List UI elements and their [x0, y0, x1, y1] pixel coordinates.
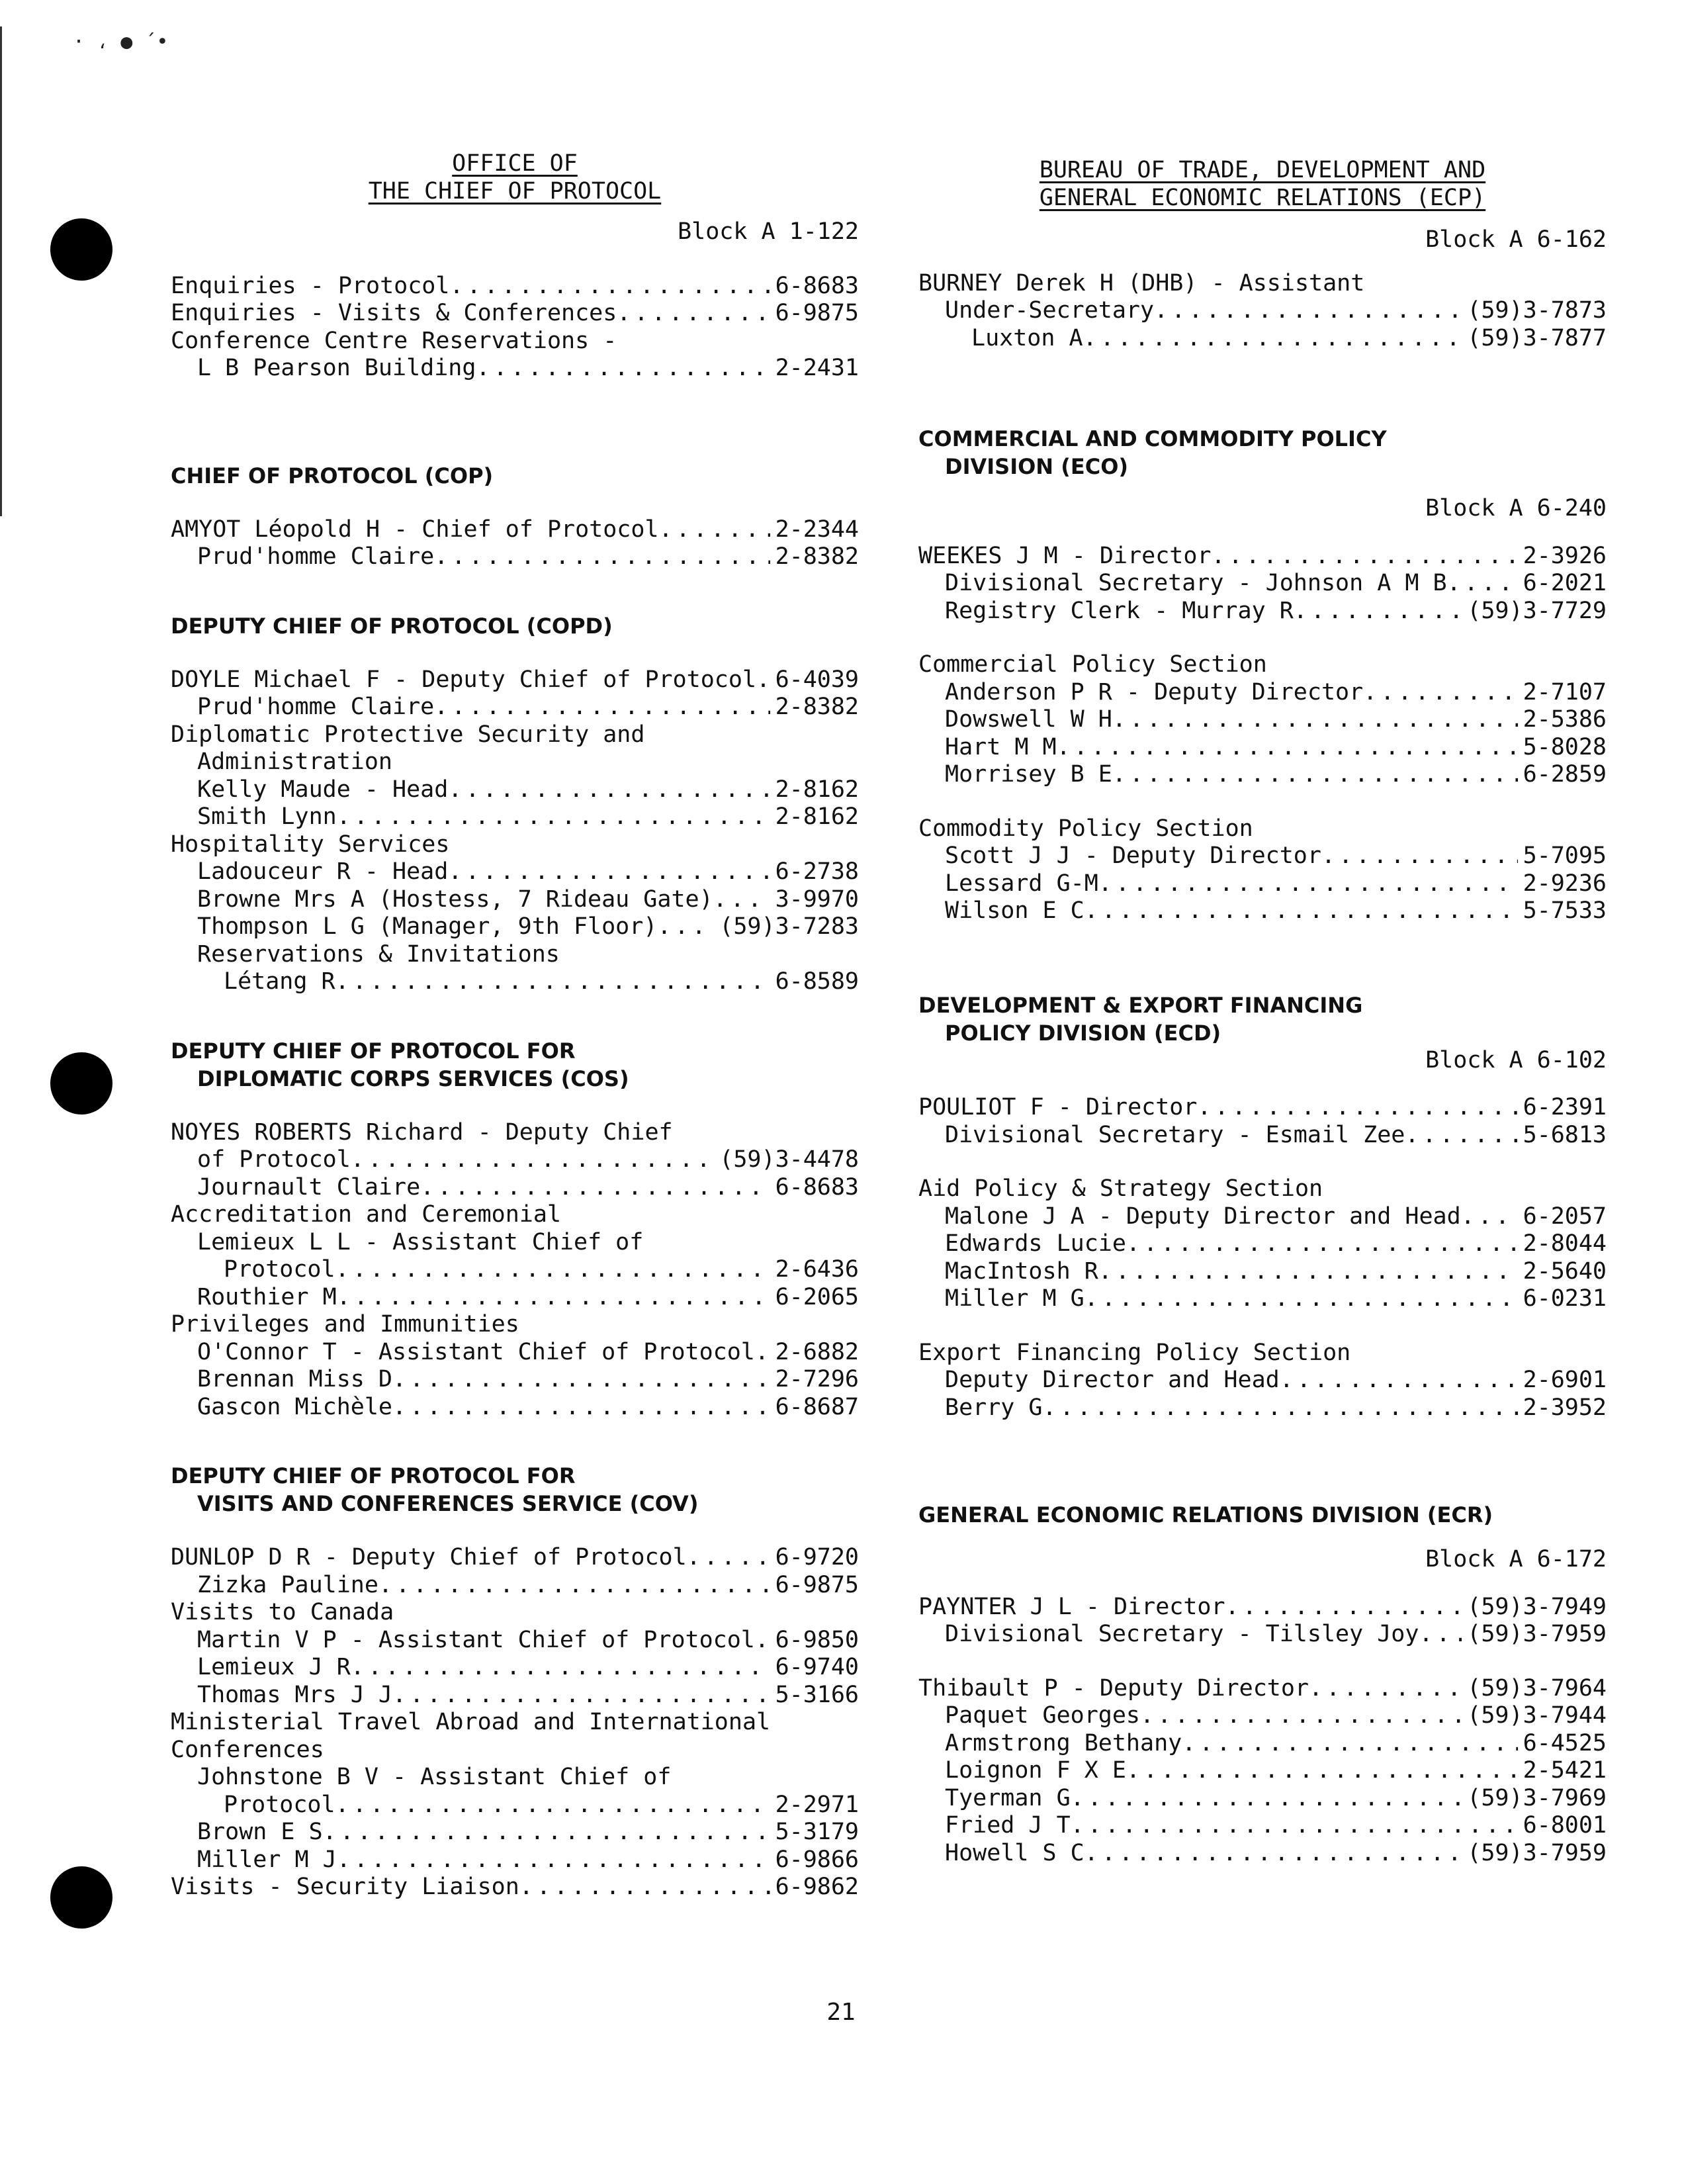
entry-phone: 6-2021	[1523, 570, 1607, 596]
directory-entry	[918, 1394, 1607, 1422]
entry-phone: 2-2431	[775, 355, 859, 381]
dot-leader	[519, 1874, 770, 1901]
entry-phone: 2-9236	[1523, 870, 1607, 897]
directory-entry	[918, 1812, 1607, 1840]
entry-phone: 2-8382	[775, 694, 859, 720]
entry-name: Divisional Secretary - Esmail Zee	[945, 1121, 1405, 1148]
directory-entry	[918, 842, 1607, 870]
dot-leader	[1057, 734, 1518, 762]
entry-name: Paquet Georges	[945, 1702, 1141, 1729]
dot-leader	[713, 886, 770, 914]
directory-entry	[918, 1840, 1607, 1868]
entry-name: Divisional Secretary - Tilsley Joy	[945, 1621, 1419, 1647]
left-column	[171, 150, 859, 1901]
section-label: BURNEY Derek H (DHB) - Assistant	[918, 269, 1365, 296]
entry-name: DUNLOP D R - Deputy Chief of Protocol	[171, 1544, 687, 1570]
entry-phone: 2-7107	[1523, 678, 1607, 705]
directory-entry	[918, 543, 1607, 570]
entry-phone: 6-2391	[1523, 1094, 1607, 1120]
dot-leader	[1084, 897, 1518, 925]
entry-name: Enquiries - Protocol	[171, 272, 450, 299]
entry-name: Miller M J	[197, 1846, 337, 1873]
entry-phone: (59)3-4478	[719, 1146, 859, 1173]
dot-leader	[420, 1174, 770, 1202]
directory-entry	[171, 1846, 859, 1874]
directory-entry	[918, 1621, 1607, 1649]
dot-leader	[323, 1819, 770, 1846]
directory-entry	[918, 897, 1607, 925]
directory-entry	[171, 1682, 859, 1709]
dot-leader	[756, 666, 770, 694]
entry-name: POULIOT F - Director	[918, 1094, 1198, 1120]
commercial-policy-list	[918, 651, 1607, 789]
section-title-ecr: GENERAL ECONOMIC RELATIONS DIVISION (ECR)	[918, 1502, 1493, 1527]
dot-leader	[351, 1146, 714, 1174]
entry-phone: 6-8683	[775, 272, 859, 299]
section-label: NOYES ROBERTS Richard - Deputy Chief	[171, 1118, 673, 1146]
dot-leader	[1197, 1094, 1517, 1122]
entry-phone: 6-2738	[775, 858, 859, 885]
entry-name: Dowswell W H	[945, 706, 1112, 733]
directory-entry	[918, 1675, 1607, 1703]
dot-leader	[337, 1284, 770, 1312]
dot-leader	[1447, 570, 1518, 598]
dot-leader	[1098, 870, 1518, 898]
section-label: Conference Centre Reservations -	[171, 327, 617, 354]
dot-leader	[1182, 1730, 1517, 1758]
entry-name: Prud'homme Claire	[197, 543, 435, 570]
entry-name: Brennan Miss D	[197, 1366, 393, 1392]
entry-phone: (59)3-7283	[719, 913, 859, 940]
dot-leader	[351, 1654, 770, 1682]
section-label: Accreditation and Ceremonial	[171, 1201, 562, 1228]
directory-entry	[171, 543, 859, 571]
directory-entry	[171, 1256, 859, 1284]
entry-name: Miller M G	[945, 1285, 1084, 1312]
entry-phone: 6-9720	[775, 1544, 859, 1570]
directory-entry	[918, 325, 1607, 353]
dot-leader	[1084, 1285, 1518, 1313]
directory-entry	[171, 886, 859, 914]
directory-entry	[171, 858, 859, 886]
dot-leader	[448, 776, 770, 804]
directory-entry	[171, 1174, 859, 1202]
dot-leader	[1112, 761, 1518, 789]
entry-phone: 6-8683	[775, 1173, 859, 1201]
directory-entry	[171, 1874, 859, 1901]
entry-name: Wilson E C	[945, 897, 1084, 924]
section-label: Privileges and Immunities	[171, 1311, 519, 1338]
entry-phone: 6-8687	[775, 1393, 859, 1420]
directory-entry	[171, 516, 859, 544]
section-title-copd: DEPUTY CHIEF OF PROTOCOL (COPD)	[171, 613, 613, 639]
eco-block: Block A 6-240	[1425, 495, 1607, 522]
directory-entry	[171, 1627, 859, 1655]
dot-leader	[392, 1394, 770, 1422]
entry-name: Protocol	[224, 1791, 335, 1818]
entry-name: Armstrong Bethany	[945, 1729, 1182, 1756]
entry-phone: (59)3-7873	[1467, 297, 1607, 324]
entry-name: Gascon Michèle	[197, 1393, 393, 1420]
entry-name: Lessard G-M	[945, 870, 1098, 897]
section-label: Commercial Policy Section	[918, 651, 1267, 678]
entry-name: Howell S C	[945, 1839, 1084, 1866]
dot-leader	[335, 1256, 770, 1284]
ecd-block: Block A 6-102	[1425, 1046, 1607, 1073]
entry-name: Lemieux J R	[197, 1654, 351, 1680]
dot-leader	[337, 803, 770, 831]
general-enquiries	[171, 273, 859, 383]
dot-leader	[1112, 706, 1518, 734]
directory-entry	[918, 679, 1607, 707]
entry-name: Routhier M	[197, 1283, 337, 1310]
entry-name: Visits - Security Liaison	[171, 1874, 519, 1900]
entry-phone: 6-4039	[775, 666, 859, 693]
entry-name: of Protocol	[197, 1146, 351, 1173]
directory-entry	[918, 1203, 1607, 1231]
punch-hole-bottom	[50, 1866, 112, 1929]
dot-leader	[1294, 598, 1462, 625]
dot-leader	[1405, 1122, 1517, 1150]
directory-entry	[171, 1792, 859, 1819]
section-label: Reservations & Invitations	[197, 940, 560, 968]
directory-entry	[171, 273, 859, 300]
entry-phone: 6-9862	[775, 1874, 859, 1900]
entry-phone: (59)3-7877	[1467, 324, 1607, 351]
dot-leader	[1083, 325, 1462, 353]
office-block: Block A 1-122	[678, 218, 859, 245]
entry-phone: 2-5421	[1523, 1757, 1607, 1784]
directory-entry	[171, 1394, 859, 1422]
scan-edge-line	[0, 26, 2, 516]
dot-leader	[449, 273, 770, 300]
aid-policy-list	[918, 1175, 1607, 1313]
entry-name: Ladouceur R - Head	[197, 858, 449, 885]
entry-phone: 2-2971	[775, 1791, 859, 1818]
entry-phone: 2-7296	[775, 1366, 859, 1392]
entry-phone: 2-8382	[775, 543, 859, 570]
bureau-block: Block A 6-162	[1425, 226, 1607, 253]
directory-entry	[918, 1122, 1607, 1150]
right-column	[918, 156, 1607, 1867]
entry-name: Létang R	[224, 968, 335, 995]
dot-leader	[657, 913, 714, 941]
section-label: Ministerial Travel Abroad and International	[171, 1709, 771, 1735]
entry-name: PAYNTER J L - Director	[918, 1593, 1225, 1620]
entry-name: Kelly Maude - Head	[197, 776, 449, 803]
entry-phone: (59)3-7959	[1467, 1621, 1607, 1647]
dot-leader	[755, 1339, 770, 1367]
dot-leader	[1140, 1702, 1462, 1730]
entry-phone: 6-2057	[1523, 1203, 1607, 1230]
entry-phone: 2-6901	[1523, 1367, 1607, 1393]
directory-entry	[171, 1146, 859, 1174]
cop-list	[171, 516, 859, 571]
section-label: Hospitality Services	[171, 831, 450, 858]
entry-name: Edwards Lucie	[945, 1230, 1126, 1257]
directory-entry	[171, 1654, 859, 1682]
directory-entry	[918, 1230, 1607, 1258]
dot-leader	[1363, 679, 1517, 707]
directory-entry	[918, 1094, 1607, 1122]
entry-phone: 5-3166	[775, 1681, 859, 1708]
ecd-list	[918, 1094, 1607, 1149]
dot-leader	[1225, 1594, 1462, 1621]
dot-leader	[1280, 1367, 1518, 1394]
dot-leader	[1126, 1757, 1518, 1785]
section-title-cos: DEPUTY CHIEF OF PROTOCOL FOR DIPLOMATIC CORPS SERVICES (COS)	[171, 1038, 629, 1091]
directory-entry	[171, 1544, 859, 1572]
entry-name: Journault Claire	[197, 1173, 421, 1201]
dot-leader	[755, 1627, 770, 1655]
entry-phone: 2-8044	[1523, 1230, 1607, 1257]
dot-leader	[1098, 1258, 1518, 1286]
ecr-deputy-list	[918, 1675, 1607, 1868]
export-financing-list	[918, 1340, 1607, 1422]
entry-phone: (59)3-7944	[1467, 1702, 1607, 1729]
directory-entry	[918, 570, 1607, 598]
entry-name: Zizka Pauline	[197, 1571, 378, 1598]
ecr-block: Block A 6-172	[1425, 1546, 1607, 1572]
entry-name: Anderson P R - Deputy Director	[945, 678, 1364, 705]
section-title-cov: DEPUTY CHIEF OF PROTOCOL FOR VISITS AND CONFERENCES SERVICE (COV)	[171, 1463, 699, 1516]
office-title: OFFICE OF THE CHIEF OF PROTOCOL	[368, 150, 662, 205]
directory-entry	[171, 1819, 859, 1846]
entry-phone: 5-7095	[1523, 842, 1607, 869]
entry-phone: 6-9875	[775, 300, 859, 326]
directory-entry	[171, 1366, 859, 1394]
entry-phone: 6-0231	[1523, 1285, 1607, 1312]
entry-phone: 5-6813	[1523, 1121, 1607, 1148]
dot-leader	[1309, 1675, 1462, 1703]
punch-hole-middle	[50, 1052, 112, 1115]
dot-leader	[1154, 297, 1462, 325]
directory-entry	[171, 913, 859, 941]
entry-name: WEEKES J M - Director	[918, 542, 1212, 569]
entry-phone: (59)3-7949	[1467, 1593, 1607, 1620]
entry-name: Loignon F X E	[945, 1757, 1126, 1784]
entry-name: Protocol	[224, 1256, 335, 1283]
entry-phone: 2-3926	[1523, 542, 1607, 569]
section-label: Commodity Policy Section	[918, 815, 1253, 842]
section-label: Diplomatic Protective Security and	[171, 721, 645, 748]
entry-name: DOYLE Michael F - Deputy Chief of Protocol	[171, 666, 757, 693]
dot-leader	[1084, 1840, 1462, 1868]
entry-phone: 5-8028	[1523, 733, 1607, 760]
entry-phone: (59)3-7964	[1467, 1674, 1607, 1702]
section-label: Conferences	[171, 1736, 324, 1763]
entry-name: L B Pearson Building	[197, 355, 476, 381]
dot-leader	[392, 1682, 770, 1709]
directory-entry	[918, 734, 1607, 762]
dot-leader	[1043, 1394, 1518, 1422]
entry-name: AMYOT Léopold H - Chief of Protocol	[171, 516, 659, 543]
entry-phone: 2-2344	[775, 516, 859, 543]
entry-phone: 2-5386	[1523, 706, 1607, 733]
directory-entry	[918, 1285, 1607, 1313]
entry-phone: 3-9970	[775, 886, 859, 913]
entry-name: Fried J T	[945, 1812, 1071, 1839]
dot-leader	[434, 543, 770, 571]
dot-leader	[1071, 1812, 1518, 1840]
entry-name: Prud'homme Claire	[197, 694, 435, 720]
dot-leader	[335, 1792, 770, 1819]
scan-specks: · ، ● ´•	[73, 30, 169, 54]
dot-leader	[335, 968, 770, 996]
directory-entry	[918, 1785, 1607, 1813]
directory-entry	[171, 666, 859, 694]
entry-phone: 2-6436	[775, 1256, 859, 1283]
entry-name: Deputy Director and Head	[945, 1367, 1280, 1393]
cos-list	[171, 1119, 859, 1422]
commodity-policy-list	[918, 815, 1607, 925]
entry-phone: 6-2065	[775, 1283, 859, 1310]
entry-phone: 6-9866	[775, 1846, 859, 1873]
entry-phone: 6-8001	[1523, 1812, 1607, 1839]
directory-entry	[918, 1702, 1607, 1730]
dot-leader	[434, 694, 770, 721]
section-label: Johnstone B V - Assistant Chief of	[197, 1764, 672, 1790]
dot-leader	[659, 516, 770, 544]
entry-phone: 6-2859	[1523, 761, 1607, 788]
punch-hole-top	[50, 218, 112, 281]
section-title-cop: CHIEF OF PROTOCOL (COP)	[171, 463, 494, 488]
entry-name: Thompson L G (Manager, 9th Floor)	[197, 913, 658, 940]
entry-phone: (59)3-7969	[1467, 1784, 1607, 1811]
dot-leader	[1461, 1203, 1518, 1231]
entry-name: Luxton A	[971, 324, 1083, 351]
entry-phone: 6-9875	[775, 1571, 859, 1598]
cov-list	[171, 1544, 859, 1901]
directory-entry	[918, 1730, 1607, 1758]
entry-name: Scott J J - Deputy Director	[945, 842, 1321, 869]
entry-name: Brown E S	[197, 1819, 323, 1845]
entry-name: Berry G	[945, 1394, 1043, 1421]
entry-phone: 6-9740	[775, 1654, 859, 1680]
directory-entry	[171, 694, 859, 721]
entry-phone: 6-9850	[775, 1626, 859, 1653]
bureau-general	[918, 270, 1607, 353]
section-title-eco: COMMERCIAL AND COMMODITY POLICY DIVISION (ECO)	[918, 426, 1387, 479]
entry-phone: (59)3-7729	[1467, 597, 1607, 624]
entry-name: Smith Lynn	[197, 803, 337, 830]
entry-name: Under-Secretary	[945, 297, 1155, 324]
entry-name: Hart M M	[945, 733, 1057, 760]
entry-name: Morrisey B E	[945, 761, 1112, 788]
entry-phone: 5-7533	[1523, 897, 1607, 924]
entry-phone: 2-6882	[775, 1338, 859, 1365]
section-label: Visits to Canada	[171, 1599, 394, 1625]
dot-leader	[687, 1544, 770, 1572]
dot-leader	[392, 1366, 770, 1394]
section-label: Export Financing Policy Section	[918, 1339, 1351, 1366]
dot-leader	[1321, 842, 1518, 870]
section-label: Aid Policy & Strategy Section	[918, 1175, 1323, 1202]
entry-name: Tyerman G	[945, 1784, 1071, 1811]
dot-leader	[476, 355, 770, 383]
directory-entry	[918, 1757, 1607, 1785]
entry-phone: 6-8589	[775, 968, 859, 995]
entry-phone: 2-5640	[1523, 1257, 1607, 1285]
entry-name: Malone J A - Deputy Director and Head	[945, 1203, 1461, 1230]
entry-name: Martin V P - Assistant Chief of Protocol	[197, 1626, 755, 1653]
directory-entry	[171, 968, 859, 996]
entry-phone: 6-4525	[1523, 1729, 1607, 1756]
entry-phone: 2-8162	[775, 803, 859, 830]
entry-phone: 2-3952	[1523, 1394, 1607, 1421]
directory-entry	[918, 870, 1607, 898]
directory-entry	[171, 1284, 859, 1312]
dot-leader	[1212, 543, 1518, 570]
directory-entry	[918, 761, 1607, 789]
entry-name: Registry Clerk - Murray R	[945, 597, 1294, 624]
dot-leader	[378, 1572, 770, 1600]
entry-name: Browne Mrs A (Hostess, 7 Rideau Gate)	[197, 886, 713, 913]
dot-leader	[448, 858, 770, 886]
dot-leader	[617, 300, 770, 328]
entry-name: Thibault P - Deputy Director	[918, 1674, 1309, 1702]
section-label: Lemieux L L - Assistant Chief of	[197, 1228, 644, 1255]
directory-entry	[171, 300, 859, 328]
dot-leader	[1126, 1230, 1518, 1258]
directory-entry	[171, 1572, 859, 1600]
entry-name: MacIntosh R	[945, 1257, 1098, 1285]
directory-entry	[918, 1367, 1607, 1394]
entry-name: Enquiries - Visits & Conferences	[171, 300, 617, 326]
bureau-title: BUREAU OF TRADE, DEVELOPMENT AND GENERAL ECONOMIC RELATIONS (ECP)	[1039, 157, 1486, 211]
directory-entry	[918, 297, 1607, 325]
page-number: 21	[826, 1999, 856, 2026]
entry-name: O'Connor T - Assistant Chief of Protocol	[197, 1338, 755, 1365]
directory-entry	[918, 706, 1607, 734]
directory-entry	[171, 1339, 859, 1367]
directory-entry	[171, 803, 859, 831]
entry-phone: 2-8162	[775, 776, 859, 803]
entry-name: Divisional Secretary - Johnson A M B	[945, 570, 1447, 596]
ecr-list	[918, 1594, 1607, 1649]
entry-phone: (59)3-7959	[1467, 1839, 1607, 1866]
entry-name: Thomas Mrs J J	[197, 1681, 393, 1708]
directory-entry	[171, 355, 859, 383]
section-title-ecd: DEVELOPMENT & EXPORT FINANCING POLICY DIVISION (ECD)	[918, 992, 1363, 1046]
entry-phone: 5-3179	[775, 1819, 859, 1845]
directory-entry	[171, 776, 859, 804]
section-label: Administration	[197, 749, 393, 775]
directory-entry	[918, 1594, 1607, 1621]
dot-leader	[337, 1846, 770, 1874]
eco-list	[918, 543, 1607, 625]
copd-list	[171, 666, 859, 996]
directory-entry	[918, 1258, 1607, 1286]
dot-leader	[1071, 1785, 1462, 1813]
directory-entry	[918, 598, 1607, 625]
dot-leader	[1419, 1621, 1462, 1649]
